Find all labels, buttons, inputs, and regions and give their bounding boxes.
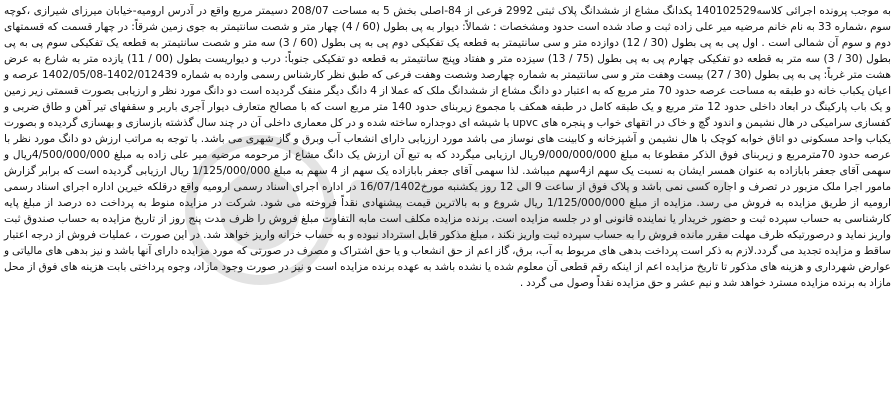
document-page bbox=[4, 3, 891, 408]
auction-notice-text: به موجب پرونده اجرائی کلاسه140102529 یکدانگ مشاع از ششدانگ پلاک ثبتی 2992 فرعی از 84-اصلی بخش 5 به مساحت 208/07 دسیمتر مربع واقع در آدرس ارومیه-خیابان میرزای شیرازی ،کوچه سوم ،شماره 33 به نام خانم مرضیه میر علی زاده ثبت و صاد شده است حدود ومشخصات : شمالاً: دیوار به پی بطول (60 / 4) چهار متر و شصت سانتیمتر به جوی زمین شرقاً: در چهار قسمت که قسمتهای دوم و سوم آن شمالی است . اول پی به پی بطول (30 / 12) دوازده متر و سی سانتیمتر به قطعه یک تفکیکی دوم پی به پی بطول (60 / 3) سه متر و شصت سانتیمتر به قطعه یک تفکیکی سوم پی به پی بطول (30 / 3) سه متر به قطعه دو تفکیکی چهارم پی به پی بطول (75 / 13) سیزده متر و هفتاد وپنج سانتیمتر به قطعه دو تفکیکی جنوباً: درب و دیواریست بطول (00 / 11) یازده متر به شارع به عرض هشت متر غرباً: پی به پی بطول (30 / 27) بیست وهفت متر و سی سانتیمتر به شماره چهارصد وشصت وهفت فرعی که طبق نظر کارشناس رسمی وارده به شماره 1402/012439-1402/05/08 عرصه و اعیان یکباب خانه دو طبقه به مساحت عرصه حدود 70 متر مربع که به اعتبار دو دانگ مشاع از ششدانگ ملک که عملا از 4 دانگ دیگر منفک گردیده است دو دانگ مورد نظر و ارزیابی بصورت قسمتی زیر زمین و یک باب پارکینگ در ابعاد داخلی حدود 12 متر مربع و یک طبقه کامل در طبقه همکف با مجموع زیربنای حدود 140 متر مربع است که با مصالح متعارف دیوار آجری باربر و سقفهای تیر آهن و طاق ضربی و کفسازی سرامیکی در هال نشیمن و اندود گچ و خاک در اتقهای خواب و پنجره های upvc با شیشه ای دوجداره ساخته شده و در کل معماری داخلی آن در چند سال گذشته بازسازی و بهسازی گردیده و بصورت یکباب واحد مسکونی دو اتاق خوابه کوچک با هال نشیمن و آشپزخانه و کابینت های نوساز می باشد مورد ارزیابی دارای انشعاب آب وبرق و گاز شهری می باشد. با توجه به مراتب ارزش دو دانگ مورد نظر با عرصه حدود 70مترمربع و زیربنای فوق الذکر مقطوعا به مبلغ 9/000/000/000ریال ارزیابی میگردد که به تبع آن ارزش یک دانگ مشاع از مرحومه مرضیه میر علی زاده به مبلغ 4/500/000/000ریال و سهمی آقای جعفر بابازاده به عنوان همسر ایشان به نسبت یک سهم از4سهم میباشد. لذا سهمی آقای جعفر بابازاده یک سهم از 4 سهم به مبلغ 1/125/000/000 ریال ارزیابی گردیده است که برابر گزارش مامور اجرا ملک مزبور در تصرف و اجاره کسی نمی باشد و پلاک فوق از ساعت 9 الی 12 روز یکشنبه مورخ16/07/1402 در اداره اجرای اسناد رسمی ارومیه واقع درقلکه خیرین اداره اجرای اسناد رسمی ارومیه از طریق مزایده به فروش می رسد. مزایده از مبلغ 1/125/000/000 ریال شروع و به بالاترین قیمت پیشنهادی نقداً فروخته می شود. شرکت در مزایده منوط به پرداخت ده درصد از مبلغ پایه کارشناسی به حساب سپرده ثبت و حضور خریدار یا نماینده قانونی او در جلسه مزایده است. برنده مزایده مکلف است مابه التفاوت مبلغ فروش را ظرف مدت پنج روز از تاریخ مزایده به حساب صندوق ثبت واریز نماید و درصورتیکه ظرف مهلت مقرر مانده فروش را به حساب سپرده ثبت واریز نکند ، مبلغ مذکور قابل استرداد نبوده و به حساب خزانه واریز خواهد شد. در این صورت ، عملیات فروش از درجه اعتبار ساقط و مزایده تجدید می گردد.لازم به ذکر است پرداخت بدهی های مربوط به آب، برق، گاز اعم از حق انشعاب و یا حق اشتراک و مصرف در صورتی که مورد مزایده دارای آنها باشد و نیز بدهی های مالیاتی و عوارض شهرداری و هزینه های مذکور تا تاریخ مزایده اعم از اینکه رقم قطعی آن معلوم شده یا نشده باشد به عهده برنده مزایده است و نیز در صورت وجود مازاد، وجوه پرداختی بابت هزینه های فوق از محل مازاد به برنده مزایده مسترد خواهد شد و نیم عشر و حق مزایده نقداً وصول می گردد . bbox=[4, 5, 892, 289]
